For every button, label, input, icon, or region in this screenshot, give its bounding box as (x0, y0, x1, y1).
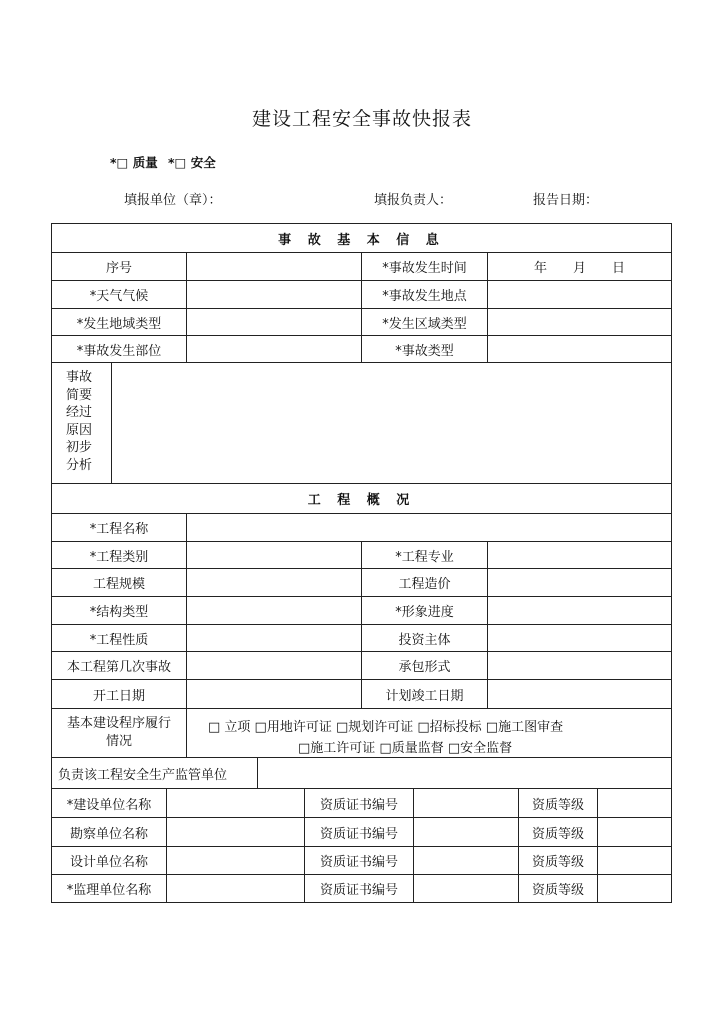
supervision-company-label: *监理单位名称 (66, 883, 152, 898)
weather-field[interactable] (187, 281, 361, 308)
region-type-field[interactable] (187, 309, 361, 335)
survey-grade-field[interactable] (598, 818, 671, 846)
analysis-label: 事故简要经过原因初步分析 (66, 370, 93, 473)
construction-cert-label: 资质证书编号 (319, 797, 398, 813)
survey-cert-field[interactable] (414, 818, 518, 846)
region-type-label: *发生地域类型 (76, 316, 162, 332)
contract-form-label: 承包形式 (398, 660, 451, 675)
accident-part-field[interactable] (187, 336, 361, 362)
procedure-label: 基本建设程序履行情况 (66, 716, 171, 749)
supervision-grade-label: 资质等级 (531, 883, 584, 898)
construction-grade-label: 资质等级 (531, 797, 584, 813)
project-name-field[interactable] (187, 514, 671, 541)
structure-type-label: *结构类型 (89, 605, 149, 620)
project-nature-field[interactable] (187, 625, 361, 651)
structure-type-field[interactable] (187, 597, 361, 624)
zone-type-label: *发生区域类型 (382, 316, 467, 332)
serial-field[interactable] (187, 253, 361, 280)
construction-unit-label: *建设单位名称 (66, 797, 152, 813)
accident-part-label: *事故发生部位 (76, 343, 162, 359)
accident-count-label: 本工程第几次事故 (66, 660, 171, 675)
supervision-cert-field[interactable] (414, 875, 518, 902)
survey-cert-label: 资质证书编号 (319, 826, 398, 842)
project-name-label: *工程名称 (89, 522, 149, 537)
survey-unit-field[interactable] (167, 818, 304, 846)
section-header-project-overview: 工 程 概 况 (307, 493, 416, 508)
form-title: 建设工程安全事故快报表 (251, 108, 472, 130)
section-header-accident-info: 事 故 基 本 信 息 (278, 232, 445, 248)
type-quality-checkbox[interactable]: *□ 质量 (110, 155, 158, 170)
project-specialty-label: *工程专业 (395, 549, 454, 565)
accident-time-label: *事故发生时间 (382, 261, 467, 276)
survey-grade-label: 资质等级 (531, 826, 584, 842)
type-safety-checkbox[interactable]: *□ 安全 (168, 155, 216, 170)
construction-grade-field[interactable] (598, 789, 671, 817)
supervision-unit-field[interactable] (258, 758, 671, 788)
procedure-options-row1[interactable]: □ 立项 □用地许可证 □规划许可证 □招标投标 □施工图审查 (208, 720, 564, 735)
zone-type-field[interactable] (488, 309, 671, 335)
survey-unit-label: 勘察单位名称 (69, 826, 148, 842)
serial-label: 序号 (105, 261, 132, 276)
design-unit-field[interactable] (167, 847, 304, 874)
project-nature-label: *工程性质 (89, 632, 149, 648)
accident-place-label: *事故发生地点 (382, 289, 467, 304)
start-date-label: 开工日期 (92, 688, 145, 704)
supervision-grade-field[interactable] (598, 875, 671, 902)
weather-label: *天气气候 (89, 289, 149, 304)
project-scale-label: 工程规模 (92, 577, 145, 592)
project-cost-label: 工程造价 (398, 577, 451, 592)
project-specialty-field[interactable] (488, 542, 671, 568)
construction-cert-field[interactable] (414, 789, 518, 817)
accident-type-field[interactable] (488, 336, 671, 362)
accident-time-field[interactable]: 年 月 日 (533, 261, 625, 276)
investor-label: 投资主体 (398, 632, 451, 648)
accident-type-label: *事故类型 (395, 343, 454, 359)
supervision-company-field[interactable] (167, 875, 304, 902)
analysis-field[interactable] (112, 363, 671, 483)
progress-label: *形象进度 (395, 605, 454, 620)
project-category-label: *工程类别 (89, 549, 149, 565)
procedure-options-row2[interactable]: □施工许可证 □质量监督 □安全监督 (298, 741, 513, 756)
project-category-field[interactable] (187, 542, 361, 568)
design-unit-label: 设计单位名称 (69, 855, 148, 870)
design-cert-field[interactable] (414, 847, 518, 874)
accident-place-field[interactable] (488, 281, 671, 308)
design-grade-field[interactable] (598, 847, 671, 874)
planned-completion-label: 计划竣工日期 (385, 688, 464, 704)
progress-field[interactable] (488, 597, 671, 624)
project-scale-field[interactable] (187, 569, 361, 596)
accident-count-field[interactable] (187, 652, 361, 679)
project-cost-field[interactable] (488, 569, 671, 596)
supervision-unit-label: 负责该工程安全生产监管单位 (58, 767, 228, 783)
supervision-cert-label: 资质证书编号 (319, 883, 398, 898)
design-cert-label: 资质证书编号 (319, 855, 398, 870)
reporting-person-label: 填报负责人： (374, 193, 453, 208)
start-date-field[interactable] (187, 680, 361, 708)
construction-unit-field[interactable] (167, 789, 304, 817)
reporting-unit-label: 填报单位（章）： (124, 193, 222, 208)
report-date-label: 报告日期： (533, 193, 599, 208)
investor-field[interactable] (488, 625, 671, 651)
planned-completion-field[interactable] (488, 680, 671, 708)
contract-form-field[interactable] (488, 652, 671, 679)
design-grade-label: 资质等级 (531, 855, 584, 870)
